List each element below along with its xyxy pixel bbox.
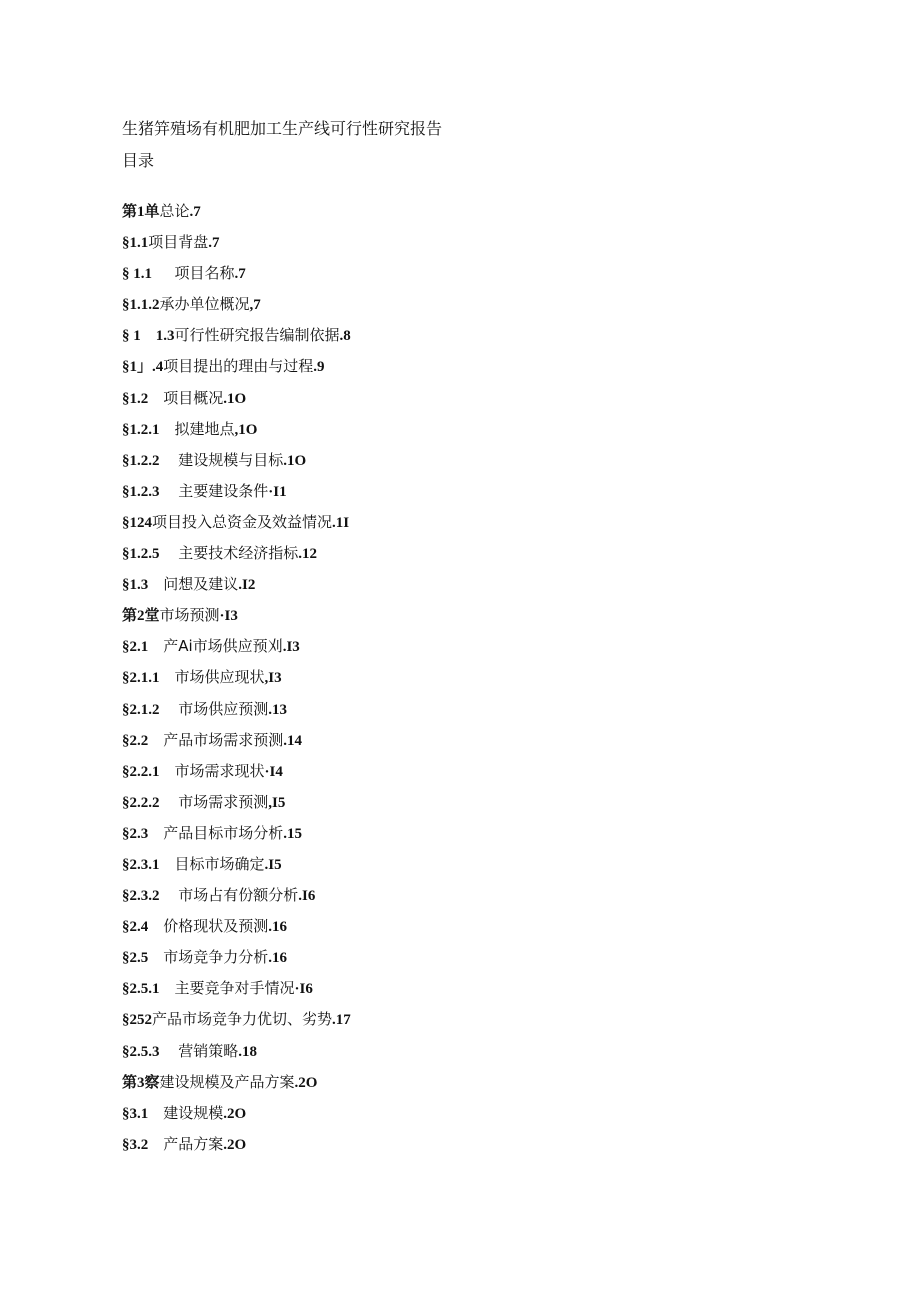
document-title: 生猪笄殖场有机肥加工生产线可行性研究报告 bbox=[122, 119, 443, 138]
toc-entry-number: §1.1 bbox=[122, 235, 149, 252]
toc-heading: 目录 bbox=[122, 151, 155, 170]
toc-entry-number: §1.2.3 bbox=[122, 483, 179, 500]
toc-entry-title: 产品市场竞争力优切、劣势 bbox=[152, 1010, 333, 1029]
toc-entry-number: § 1.1 bbox=[122, 266, 175, 283]
toc-entry-page: .16 bbox=[268, 950, 288, 967]
toc-entry-page: ·I6 bbox=[294, 981, 313, 998]
toc-entry-number: §3.1 bbox=[122, 1105, 164, 1122]
toc-entry-number: §1.3 bbox=[122, 577, 164, 594]
toc-entry[interactable] bbox=[122, 262, 822, 293]
toc-entry-number: §2.2.1 bbox=[122, 763, 175, 780]
toc-entry[interactable] bbox=[122, 946, 822, 977]
toc-entry[interactable] bbox=[122, 324, 822, 355]
toc-entry-title: 问想及建议 bbox=[163, 575, 239, 594]
toc-entry-page: .16 bbox=[268, 919, 288, 936]
toc-entry-page: .7 bbox=[234, 266, 246, 283]
toc-entry-title: 建设规模及产品方案 bbox=[159, 1072, 295, 1091]
toc-entry-title: 市场供应预测 bbox=[178, 699, 269, 718]
toc-entry-page: ·I3 bbox=[219, 608, 238, 625]
toc-entry-number: §2.5 bbox=[122, 950, 164, 967]
toc-entry[interactable] bbox=[122, 200, 822, 231]
toc-entry-page: .13 bbox=[268, 701, 288, 718]
toc-entry[interactable] bbox=[122, 791, 822, 822]
toc-entry-page: .1O bbox=[223, 390, 247, 407]
toc-entry-title: 产Ai市场供应预刈 bbox=[163, 637, 283, 656]
toc-entry-number: §252 bbox=[122, 1012, 152, 1029]
toc-entry-title: 产品市场需求预测 bbox=[163, 730, 284, 749]
toc-entry-title: 拟建地点 bbox=[174, 419, 235, 438]
toc-entry-number: §2.1.1 bbox=[122, 670, 175, 687]
toc-entry-title: 产品方案 bbox=[163, 1134, 224, 1153]
toc-entry-number: 第3察 bbox=[122, 1074, 160, 1091]
toc-entry[interactable] bbox=[122, 511, 822, 542]
toc-entry[interactable] bbox=[122, 449, 822, 480]
toc-entry[interactable] bbox=[122, 635, 822, 666]
toc-entry[interactable] bbox=[122, 1102, 822, 1133]
toc-entry-title: 项目投入总资金及效益情况 bbox=[152, 512, 333, 531]
toc-entry-number: §2.5.1 bbox=[122, 981, 175, 998]
toc-entry-page: .7 bbox=[208, 235, 220, 252]
toc-entry-title: 产品目标市场分析 bbox=[163, 823, 284, 842]
toc-entry-title: 市场预测 bbox=[159, 606, 220, 625]
toc-entry-number: §1.2.5 bbox=[122, 546, 179, 563]
toc-entry-title: 市场供应现状 bbox=[174, 668, 265, 687]
toc-entry-title: 主要技术经济指标 bbox=[178, 544, 299, 563]
toc-entry[interactable] bbox=[122, 418, 822, 449]
toc-entry[interactable] bbox=[122, 760, 822, 791]
toc-entry-page: .2O bbox=[223, 1105, 247, 1122]
toc-entry-title: 目标市场确定 bbox=[174, 854, 265, 873]
toc-entry-title: 市场需求预测 bbox=[178, 792, 269, 811]
toc-entry-page: .17 bbox=[332, 1012, 351, 1029]
toc-entry-number: §2.3.1 bbox=[122, 856, 175, 873]
toc-entry[interactable] bbox=[122, 573, 822, 604]
toc-entry[interactable] bbox=[122, 1133, 822, 1164]
table-of-contents bbox=[122, 200, 822, 1164]
toc-entry-title: 市场需求现状 bbox=[174, 761, 265, 780]
toc-entry[interactable] bbox=[122, 542, 822, 573]
toc-entry-title: 建设规模与目标 bbox=[178, 450, 284, 469]
toc-entry-title: 项目名称 bbox=[174, 264, 235, 283]
toc-entry-title: 项目背盘 bbox=[148, 233, 209, 252]
toc-entry-number: 第2堂 bbox=[122, 608, 160, 625]
toc-entry-page: ·I4 bbox=[264, 763, 283, 780]
toc-entry-page: .8 bbox=[339, 328, 351, 345]
toc-entry-number: §2.5.3 bbox=[122, 1043, 179, 1060]
toc-entry-title: 项目概况 bbox=[163, 388, 224, 407]
toc-entry[interactable] bbox=[122, 853, 822, 884]
toc-entry-page: .12 bbox=[298, 546, 318, 563]
toc-entry-page: ,7 bbox=[249, 297, 261, 314]
toc-entry-page: .I6 bbox=[298, 888, 316, 905]
toc-entry-page: ,1O bbox=[234, 421, 258, 438]
toc-entry-number: §1.1.2 bbox=[122, 297, 160, 314]
toc-entry-title: 承办单位概况 bbox=[159, 295, 250, 314]
toc-entry-title: 可行性研究报告编制依据 bbox=[174, 326, 340, 345]
toc-entry[interactable] bbox=[122, 1040, 822, 1071]
toc-entry-page: .I2 bbox=[238, 577, 256, 594]
toc-entry-page: .14 bbox=[283, 732, 303, 749]
toc-entry-page: .1I bbox=[332, 514, 350, 531]
toc-entry-title: 主要建设条件 bbox=[178, 481, 269, 500]
toc-entry-number: §1」.4 bbox=[122, 359, 164, 376]
toc-entry-title: 市场占有份额分析 bbox=[178, 886, 299, 905]
toc-entry-number: 第1单 bbox=[122, 204, 160, 220]
toc-entry-page: .7 bbox=[189, 204, 201, 220]
toc-entry[interactable] bbox=[122, 1008, 822, 1039]
toc-entry-title: 主要竞争对手情况 bbox=[174, 979, 295, 998]
toc-entry[interactable] bbox=[122, 604, 822, 635]
toc-entry[interactable] bbox=[122, 822, 822, 853]
toc-entry-title: 总论 bbox=[159, 202, 190, 220]
toc-entry-page: .I5 bbox=[264, 856, 282, 873]
toc-entry[interactable] bbox=[122, 1071, 822, 1102]
toc-entry-number: §2.2 bbox=[122, 732, 164, 749]
toc-entry[interactable] bbox=[122, 977, 822, 1008]
toc-entry[interactable] bbox=[122, 293, 822, 324]
toc-entry-number: §2.3.2 bbox=[122, 888, 179, 905]
toc-entry-page: .2O bbox=[294, 1074, 318, 1091]
toc-entry-number: §2.4 bbox=[122, 919, 164, 936]
toc-entry[interactable] bbox=[122, 884, 822, 915]
toc-entry-title: 价格现状及预测 bbox=[163, 917, 269, 936]
toc-entry-number: §1.2 bbox=[122, 390, 164, 407]
toc-entry-page: .9 bbox=[313, 359, 325, 376]
toc-entry-number: §2.2.2 bbox=[122, 794, 179, 811]
toc-entry-title: 项目提出的理由与过程 bbox=[163, 357, 314, 376]
toc-entry-page: .15 bbox=[283, 825, 303, 842]
toc-entry-page: .18 bbox=[238, 1043, 258, 1060]
toc-entry-page: .1O bbox=[283, 452, 307, 469]
toc-entry-page: ·I1 bbox=[268, 483, 287, 500]
toc-entry-number: §1.2.2 bbox=[122, 452, 179, 469]
toc-entry[interactable] bbox=[122, 387, 822, 418]
toc-entry[interactable] bbox=[122, 915, 822, 946]
toc-entry[interactable] bbox=[122, 729, 822, 760]
toc-entry-page: .I3 bbox=[282, 639, 300, 656]
toc-entry[interactable] bbox=[122, 480, 822, 511]
toc-entry-number: §2.3 bbox=[122, 825, 164, 842]
toc-entry-number: §2.1.2 bbox=[122, 701, 179, 718]
toc-entry[interactable] bbox=[122, 698, 822, 729]
toc-entry-page: ,I5 bbox=[268, 794, 286, 811]
toc-entry-page: ,I3 bbox=[264, 670, 282, 687]
toc-entry-title: 市场竞争力分析 bbox=[163, 948, 269, 967]
toc-entry[interactable] bbox=[122, 355, 822, 386]
toc-entry-number: §124 bbox=[122, 514, 152, 531]
toc-entry-title: 建设规模 bbox=[163, 1103, 224, 1122]
toc-entry[interactable] bbox=[122, 666, 822, 697]
toc-entry-number: §2.1 bbox=[122, 639, 164, 656]
toc-entry-title: 营销策略 bbox=[178, 1041, 239, 1060]
toc-entry-number: §1.2.1 bbox=[122, 421, 175, 438]
toc-entry-number: §3.2 bbox=[122, 1136, 164, 1153]
toc-entry-number: § 1 1.3 bbox=[122, 328, 175, 345]
toc-entry[interactable] bbox=[122, 231, 822, 262]
toc-entry-page: .2O bbox=[223, 1136, 247, 1153]
